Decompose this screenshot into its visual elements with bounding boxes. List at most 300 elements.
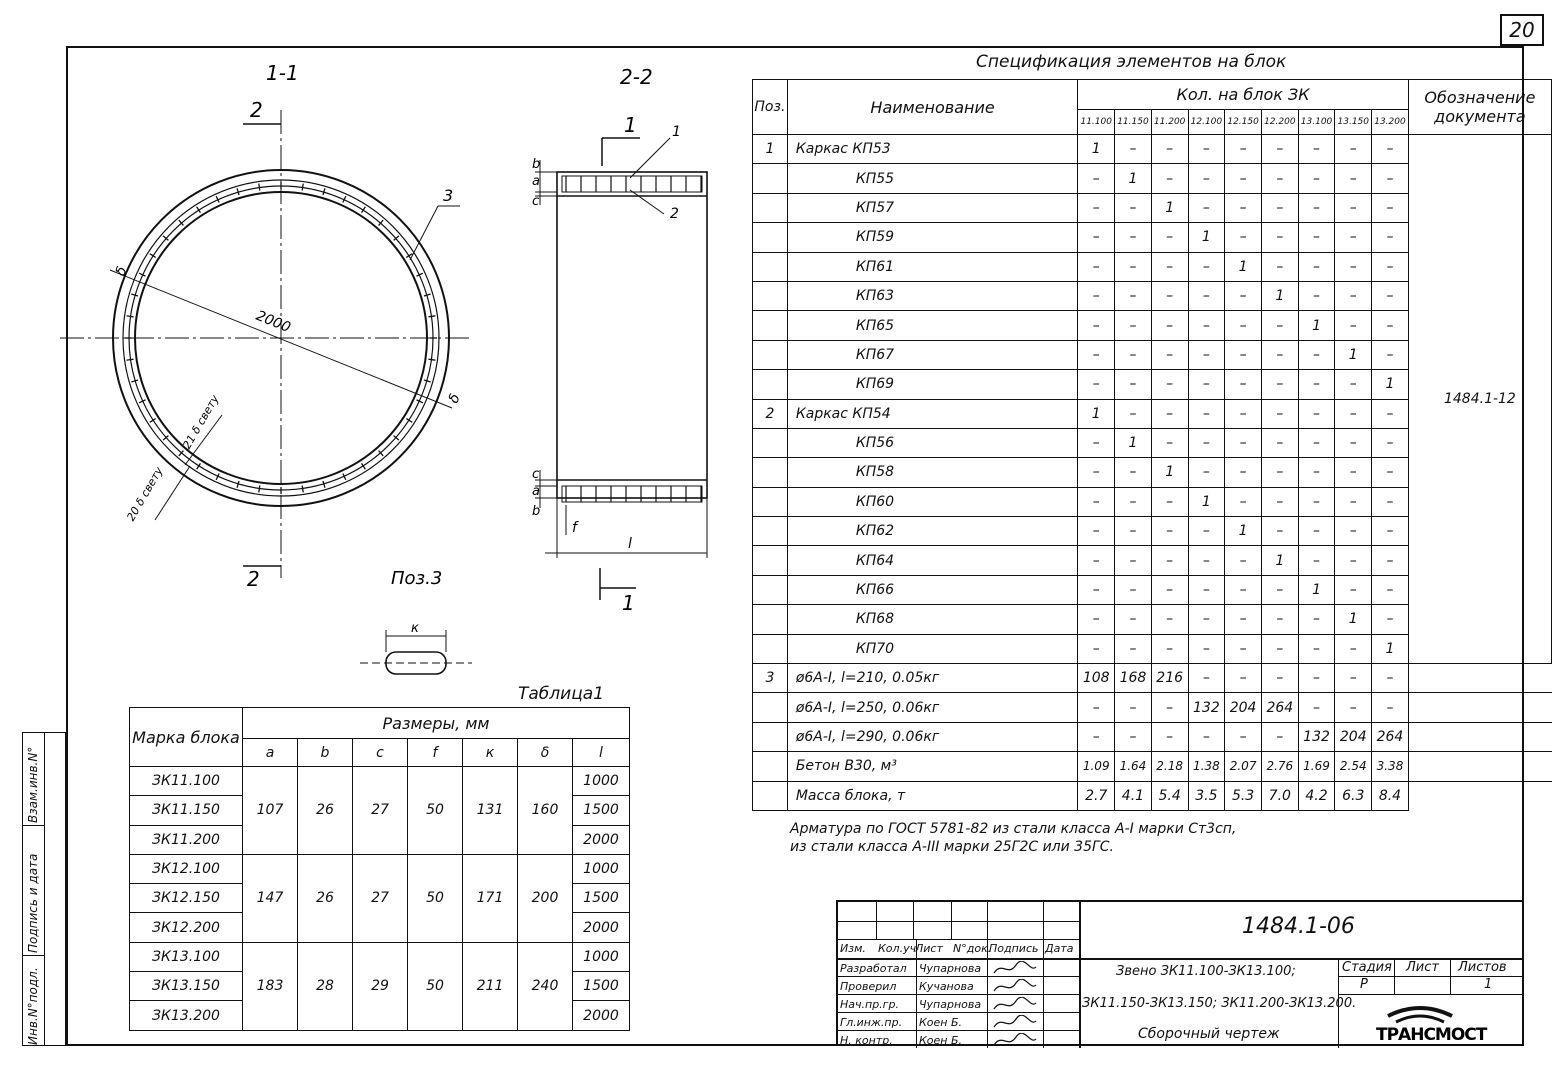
spec-name: КП67 xyxy=(787,340,1078,369)
block-mark: ЗК11.150 xyxy=(130,796,243,825)
sizes-col-5: δ xyxy=(518,739,573,767)
spec-name: КП65 xyxy=(787,311,1078,340)
spec-qty: 2.76 xyxy=(1261,752,1298,781)
stage-label: Стадия xyxy=(1342,960,1392,975)
spec-pos xyxy=(753,340,788,369)
spec-notes xyxy=(790,820,1236,856)
size-l: 1500 xyxy=(573,884,630,913)
spec-qty: 1 xyxy=(1261,546,1298,575)
stage-value: Р xyxy=(1360,977,1368,992)
spec-qty: – xyxy=(1261,193,1298,222)
spec-qty: – xyxy=(1188,722,1225,751)
signature xyxy=(990,961,1040,977)
spec-qty: – xyxy=(1078,487,1115,516)
spec-pos xyxy=(753,575,788,604)
spec-qty: – xyxy=(1298,193,1335,222)
spec-qty: 1 xyxy=(1225,252,1262,281)
spec-pos xyxy=(753,428,788,457)
spec-qty: – xyxy=(1151,252,1188,281)
block-mark: ЗК13.200 xyxy=(130,1001,243,1030)
spec-qty: – xyxy=(1261,223,1298,252)
size-k: 171 xyxy=(463,854,518,942)
spec-qty: 264 xyxy=(1372,722,1409,751)
spec-qty: – xyxy=(1151,487,1188,516)
spec-qty: – xyxy=(1188,252,1225,281)
tb-hdr-5: Дата xyxy=(1045,942,1074,955)
sheets-label: Листов xyxy=(1458,960,1507,975)
spec-qty: – xyxy=(1078,517,1115,546)
pos1-ref: 1 xyxy=(672,124,681,140)
spec-qty: – xyxy=(1115,517,1152,546)
spec-doc-empty xyxy=(1408,664,1551,693)
spec-name: КП55 xyxy=(787,164,1078,193)
spec-qty: – xyxy=(1335,223,1372,252)
spec-qty: – xyxy=(1151,575,1188,604)
spec-qty: – xyxy=(1372,605,1409,634)
spec-qty: 1 xyxy=(1298,311,1335,340)
spec-name: ø6А-I, l=250, 0.06кг xyxy=(787,693,1078,722)
spec-qty: 168 xyxy=(1115,664,1152,693)
dim-l: l xyxy=(628,536,632,552)
spec-name: КП68 xyxy=(787,605,1078,634)
spec-name: КП70 xyxy=(787,634,1078,663)
spec-qty-col-6: 13.100 xyxy=(1298,110,1335,135)
spec-name: Масса блока, т xyxy=(787,781,1078,810)
spec-qty: – xyxy=(1188,634,1225,663)
sizes-col-6: l xyxy=(573,739,630,767)
section-1-mark-top: 1 xyxy=(624,113,637,137)
spec-qty: – xyxy=(1298,252,1335,281)
spec-qty: – xyxy=(1298,605,1335,634)
spec-qty: 1 xyxy=(1078,399,1115,428)
spec-note-2: из стали класса А-III марки 25Г2С или 35ГС. xyxy=(790,839,1115,855)
spec-qty: – xyxy=(1335,164,1372,193)
spec-qty: – xyxy=(1115,575,1152,604)
spec-table xyxy=(752,79,1552,811)
spec-name: Каркас КП54 xyxy=(787,399,1078,428)
sizes-row xyxy=(130,854,630,883)
spec-qty: – xyxy=(1298,664,1335,693)
spec-qty: – xyxy=(1151,281,1188,310)
size-k: 131 xyxy=(463,767,518,855)
size-d: 240 xyxy=(518,942,573,1030)
spec-qty: – xyxy=(1078,546,1115,575)
spec-qty: – xyxy=(1335,546,1372,575)
spec-qty: – xyxy=(1188,399,1225,428)
spec-qty: – xyxy=(1335,399,1372,428)
spec-qty: – xyxy=(1372,575,1409,604)
section-2-mark-bottom: 2 xyxy=(247,567,260,591)
dim-b-top: b xyxy=(532,157,541,172)
spec-pos xyxy=(753,281,788,310)
spec-pos xyxy=(753,517,788,546)
spec-qty: – xyxy=(1335,311,1372,340)
sizes-col-1: b xyxy=(298,739,353,767)
spec-qty: – xyxy=(1151,693,1188,722)
assembly-drawing xyxy=(0,0,752,700)
spec-qty: – xyxy=(1078,428,1115,457)
block-mark: ЗК13.100 xyxy=(130,942,243,971)
spec-qty: 1.38 xyxy=(1188,752,1225,781)
dim-c-top: c xyxy=(532,194,540,209)
spec-qty: – xyxy=(1261,399,1298,428)
spec-qty: – xyxy=(1225,605,1262,634)
spec-qty: – xyxy=(1115,399,1152,428)
section-2-2-title: 2-2 xyxy=(620,65,653,89)
tb-person: Чупарнова xyxy=(919,998,982,1011)
spec-col-doc: Обозначение документа xyxy=(1408,80,1551,135)
company-name: ТРАНСМОСТ xyxy=(1376,1025,1487,1045)
size-c: 27 xyxy=(353,767,408,855)
spec-qty: – xyxy=(1298,164,1335,193)
spec-qty: – xyxy=(1335,517,1372,546)
spec-doc-empty xyxy=(1408,781,1551,810)
spec-qty: – xyxy=(1261,135,1298,164)
tb-role: Гл.инж.пр. xyxy=(840,1016,903,1029)
spec-qty: – xyxy=(1298,399,1335,428)
spec-qty: – xyxy=(1261,664,1298,693)
light-20-label: 20 δ свету xyxy=(124,464,166,524)
spec-qty: 1 xyxy=(1188,223,1225,252)
dim-f: f xyxy=(572,520,577,536)
spec-qty-col-1: 11.150 xyxy=(1115,110,1152,135)
tb-person: Коен Б. xyxy=(919,1034,963,1047)
size-l: 2000 xyxy=(573,825,630,854)
spec-col-name: Наименование xyxy=(787,80,1078,135)
spec-doc-empty xyxy=(1408,752,1551,781)
spec-qty: 1 xyxy=(1188,487,1225,516)
spec-qty: – xyxy=(1225,281,1262,310)
spec-qty: – xyxy=(1298,428,1335,457)
spec-name: КП62 xyxy=(787,517,1078,546)
spec-qty: 1.64 xyxy=(1115,752,1152,781)
spec-qty: – xyxy=(1078,340,1115,369)
spec-name: ø6А-I, l=210, 0.05кг xyxy=(787,664,1078,693)
spec-name: КП59 xyxy=(787,223,1078,252)
size-c: 27 xyxy=(353,854,408,942)
spec-qty: – xyxy=(1115,370,1152,399)
title-block xyxy=(836,900,1524,1046)
sheet-number: 20 xyxy=(1500,14,1544,46)
size-a: 107 xyxy=(243,767,298,855)
spec-qty: – xyxy=(1261,428,1298,457)
spec-qty: – xyxy=(1372,428,1409,457)
spec-qty: – xyxy=(1115,458,1152,487)
spec-qty: – xyxy=(1372,399,1409,428)
spec-qty: 132 xyxy=(1298,722,1335,751)
spec-qty: – xyxy=(1115,281,1152,310)
block-mark: ЗК12.200 xyxy=(130,913,243,942)
spec-qty: – xyxy=(1188,605,1225,634)
spec-qty: – xyxy=(1225,634,1262,663)
spec-pos xyxy=(753,487,788,516)
spec-pos xyxy=(753,781,788,810)
spec-qty: 4.2 xyxy=(1298,781,1335,810)
size-l: 2000 xyxy=(573,913,630,942)
spec-qty: – xyxy=(1335,135,1372,164)
spec-qty: 1 xyxy=(1115,164,1152,193)
spec-qty: – xyxy=(1372,487,1409,516)
size-l: 1000 xyxy=(573,942,630,971)
spec-row xyxy=(753,722,1552,751)
spec-qty: – xyxy=(1298,487,1335,516)
spec-qty: – xyxy=(1298,634,1335,663)
spec-qty: 1.09 xyxy=(1078,752,1115,781)
spec-qty: – xyxy=(1151,164,1188,193)
spec-qty: – xyxy=(1261,605,1298,634)
spec-doc-empty xyxy=(1408,693,1551,722)
sizes-col-sizes: Размеры, мм xyxy=(243,708,630,739)
signature xyxy=(990,1015,1040,1031)
spec-qty: – xyxy=(1372,664,1409,693)
tb-hdr-2: Лист xyxy=(915,942,943,955)
spec-qty: 1 xyxy=(1115,428,1152,457)
spec-qty: 5.4 xyxy=(1151,781,1188,810)
sizes-row xyxy=(130,767,630,796)
spec-qty: – xyxy=(1261,517,1298,546)
spec-qty: – xyxy=(1078,223,1115,252)
spec-qty: – xyxy=(1372,252,1409,281)
spec-qty: 1 xyxy=(1261,281,1298,310)
spec-qty: – xyxy=(1372,135,1409,164)
sizes-col-3: f xyxy=(408,739,463,767)
spec-col-qty: Кол. на блок ЗК xyxy=(1078,80,1408,110)
spec-qty: – xyxy=(1298,458,1335,487)
section-2-mark-top: 2 xyxy=(250,98,263,122)
pos2-ref: 2 xyxy=(670,206,679,222)
spec-name: КП57 xyxy=(787,193,1078,222)
spec-qty: – xyxy=(1225,311,1262,340)
spec-qty: – xyxy=(1188,340,1225,369)
spec-qty: – xyxy=(1151,546,1188,575)
tb-person: Кучанова xyxy=(919,980,974,993)
spec-qty: – xyxy=(1335,664,1372,693)
tb-hdr-0: Изм. xyxy=(840,942,866,955)
spec-qty: – xyxy=(1335,634,1372,663)
spec-qty: – xyxy=(1225,193,1262,222)
spec-qty: – xyxy=(1298,693,1335,722)
spec-qty: 4.1 xyxy=(1115,781,1152,810)
tb-hdr-4: Подпись xyxy=(989,942,1039,955)
sizes-table xyxy=(129,707,630,1031)
spec-qty: 8.4 xyxy=(1372,781,1409,810)
spec-qty: 6.3 xyxy=(1335,781,1372,810)
size-l: 1500 xyxy=(573,972,630,1001)
spec-qty: – xyxy=(1335,458,1372,487)
company-logo-mark xyxy=(1368,1002,1518,1046)
size-d: 200 xyxy=(518,854,573,942)
company-logo xyxy=(1368,1002,1518,1046)
spec-name: КП58 xyxy=(787,458,1078,487)
spec-qty: – xyxy=(1078,605,1115,634)
spec-qty: 2.18 xyxy=(1151,752,1188,781)
spec-qty: – xyxy=(1261,634,1298,663)
spec-qty: – xyxy=(1115,135,1152,164)
spec-pos xyxy=(753,252,788,281)
spec-qty: – xyxy=(1115,487,1152,516)
spec-note-1: Арматура по ГОСТ 5781-82 из стали класса А-I марки Ст3сп, xyxy=(790,821,1237,837)
spec-row xyxy=(753,693,1552,722)
size-f: 50 xyxy=(408,854,463,942)
spec-qty: – xyxy=(1188,517,1225,546)
spec-qty: 132 xyxy=(1188,693,1225,722)
spec-row xyxy=(753,752,1552,781)
tb-role: Н. контр. xyxy=(840,1034,893,1047)
spec-qty: – xyxy=(1372,311,1409,340)
spec-qty: – xyxy=(1188,193,1225,222)
spec-qty: 1 xyxy=(1078,135,1115,164)
spec-qty: 1 xyxy=(1225,517,1262,546)
spec-qty: – xyxy=(1298,135,1335,164)
sheets-value: 1 xyxy=(1484,977,1493,992)
spec-qty: – xyxy=(1225,458,1262,487)
spec-qty: – xyxy=(1151,634,1188,663)
diameter-label: 2000 xyxy=(253,307,293,337)
spec-qty: – xyxy=(1225,135,1262,164)
size-d: 160 xyxy=(518,767,573,855)
spec-qty: – xyxy=(1188,458,1225,487)
size-a: 147 xyxy=(243,854,298,942)
spec-qty: 1.69 xyxy=(1298,752,1335,781)
spec-qty: 7.0 xyxy=(1261,781,1298,810)
signature xyxy=(990,997,1040,1013)
delta-label-bottom: δ xyxy=(445,391,464,406)
spec-qty: – xyxy=(1225,399,1262,428)
vzam-label: Взам.инв.N° xyxy=(26,746,40,823)
spec-qty: – xyxy=(1372,340,1409,369)
spec-qty: – xyxy=(1188,546,1225,575)
section-1-mark-bottom: 1 xyxy=(622,591,635,615)
spec-qty: – xyxy=(1372,458,1409,487)
spec-qty: 1 xyxy=(1372,370,1409,399)
spec-qty: – xyxy=(1188,370,1225,399)
block-mark: ЗК12.100 xyxy=(130,854,243,883)
left-stamp xyxy=(22,732,66,1046)
spec-name: ø6А-I, l=290, 0.06кг xyxy=(787,722,1078,751)
spec-qty: – xyxy=(1335,252,1372,281)
spec-qty: – xyxy=(1115,311,1152,340)
spec-qty: – xyxy=(1298,281,1335,310)
dim-c-bottom: c xyxy=(532,467,540,482)
spec-pos: 3 xyxy=(753,664,788,693)
size-b: 26 xyxy=(298,854,353,942)
block-mark: ЗК11.100 xyxy=(130,767,243,796)
sign-date-label: Подпись и дата xyxy=(26,853,40,953)
spec-qty: 264 xyxy=(1261,693,1298,722)
inv-orig-label: Инв.N°подл. xyxy=(26,967,40,1045)
spec-pos xyxy=(753,193,788,222)
spec-name: КП60 xyxy=(787,487,1078,516)
spec-name: КП56 xyxy=(787,428,1078,457)
spec-qty: – xyxy=(1261,252,1298,281)
title-line-3: Сборочный чертеж xyxy=(1138,1026,1280,1042)
spec-qty: – xyxy=(1151,428,1188,457)
spec-qty: – xyxy=(1078,193,1115,222)
pos3-ref: 3 xyxy=(443,186,454,205)
spec-qty: – xyxy=(1225,487,1262,516)
spec-qty: 3.38 xyxy=(1372,752,1409,781)
spec-qty: – xyxy=(1078,575,1115,604)
spec-qty: – xyxy=(1372,517,1409,546)
spec-qty: – xyxy=(1151,223,1188,252)
sizes-col-0: a xyxy=(243,739,298,767)
sizes-col-2: c xyxy=(353,739,408,767)
size-l: 1500 xyxy=(573,796,630,825)
spec-qty: – xyxy=(1261,487,1298,516)
spec-qty: – xyxy=(1261,340,1298,369)
spec-qty: – xyxy=(1188,164,1225,193)
spec-pos xyxy=(753,546,788,575)
spec-qty: 1 xyxy=(1151,458,1188,487)
sizes-caption: Таблица1 xyxy=(518,684,605,704)
spec-qty: – xyxy=(1372,193,1409,222)
spec-qty: – xyxy=(1188,575,1225,604)
spec-qty: – xyxy=(1151,340,1188,369)
spec-qty: – xyxy=(1078,634,1115,663)
title-line-2: ЗК11.150-ЗК13.150; ЗК11.200-ЗК13.200. xyxy=(1082,996,1357,1011)
spec-pos xyxy=(753,605,788,634)
spec-col-pos: Поз. xyxy=(753,80,788,135)
size-b: 26 xyxy=(298,767,353,855)
spec-qty: – xyxy=(1115,722,1152,751)
spec-qty: – xyxy=(1225,575,1262,604)
spec-qty: – xyxy=(1372,223,1409,252)
spec-qty: – xyxy=(1115,223,1152,252)
spec-qty: – xyxy=(1078,252,1115,281)
spec-qty: – xyxy=(1115,252,1152,281)
spec-qty: 108 xyxy=(1078,664,1115,693)
spec-qty: – xyxy=(1335,370,1372,399)
spec-qty-col-4: 12.150 xyxy=(1225,110,1262,135)
size-f: 50 xyxy=(408,767,463,855)
tb-person: Коен Б. xyxy=(919,1016,963,1029)
spec-pos: 1 xyxy=(753,135,788,164)
block-mark: ЗК12.150 xyxy=(130,884,243,913)
spec-qty: – xyxy=(1372,281,1409,310)
spec-pos xyxy=(753,722,788,751)
tb-role: Проверил xyxy=(840,980,897,993)
spec-qty: – xyxy=(1225,428,1262,457)
spec-pos xyxy=(753,311,788,340)
size-f: 50 xyxy=(408,942,463,1030)
spec-pos xyxy=(753,458,788,487)
spec-qty: 3.5 xyxy=(1188,781,1225,810)
spec-qty: – xyxy=(1188,311,1225,340)
spec-qty: – xyxy=(1188,135,1225,164)
sheet-label: Лист xyxy=(1406,960,1439,975)
spec-qty: – xyxy=(1151,605,1188,634)
spec-qty: – xyxy=(1261,311,1298,340)
block-mark: ЗК11.200 xyxy=(130,825,243,854)
spec-qty: – xyxy=(1261,458,1298,487)
delta-label-top: δ xyxy=(112,264,131,279)
spec-pos xyxy=(753,693,788,722)
spec-row xyxy=(753,135,1552,164)
spec-row xyxy=(753,664,1552,693)
spec-qty: – xyxy=(1298,517,1335,546)
spec-qty: – xyxy=(1335,487,1372,516)
spec-qty: – xyxy=(1151,311,1188,340)
spec-qty-col-0: 11.100 xyxy=(1078,110,1115,135)
spec-qty: – xyxy=(1298,223,1335,252)
spec-qty: – xyxy=(1188,428,1225,457)
spec-qty: – xyxy=(1151,370,1188,399)
tb-role: Нач.пр.гр. xyxy=(840,998,899,1011)
title-line-1: Звено ЗК11.100-ЗК13.100; xyxy=(1116,964,1296,979)
spec-qty: – xyxy=(1372,164,1409,193)
spec-name: КП64 xyxy=(787,546,1078,575)
spec-qty: – xyxy=(1261,575,1298,604)
